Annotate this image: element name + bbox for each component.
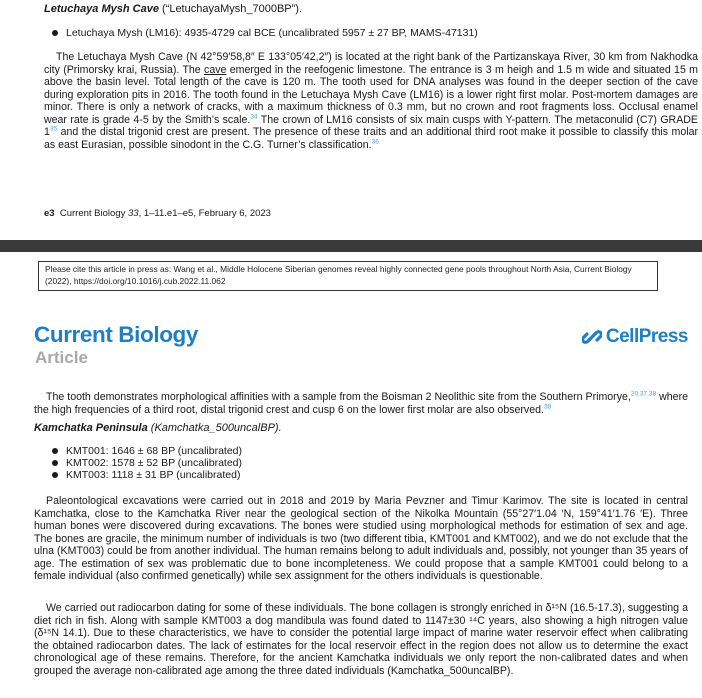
body-paragraph-letuchaya: The Letuchaya Mysh Cave (N 42°59′58,8″ E 133°05′42,2″) is located at the right bank of the Partizanskaya River, 30 km from Nakhodka city (Primorsky krai, Russia). The cave emerged in the reefogenic limestone. The entrance is 3 m heigh and 1.5 m wide and situated 15 m above the basin level. Total length of the cave is 120 m. The tooth used for DNA analyses was found in the deeper section of the cave during exploration pits in 2016. The tooth found in the Letuchaya Mysh Cave (LM16) is a lower right first molar. Post-mortem damages are minor. There is only a network of cracks, with a maximum thickness of 0.3 mm, but no crown and root fragments loss. Occlusal enamel wear rate is grade 4-5 by the Smith’s scale.$^{34}$ The crown of LM16 consists of six main cusps with Y-pattern. The metaconulid (C7) GRADE 1$^{35}$ and the distal trigonid crest are present. The presence of these traits and an additional third root make it possible to classify this molar as east Eurasian, possible sinodont in the C.G. Turner’s classification.$^{36}$: [44, 51, 698, 151]
page-footer: [44, 208, 271, 219]
bullet-dot-icon: [52, 448, 58, 454]
citation-link[interactable]: 35: [49, 125, 58, 133]
footer-rest: , 1–11.e1–e5, February 6, 2023: [138, 208, 271, 219]
footer-journal: Current Biology: [59, 208, 126, 219]
page-divider: [0, 240, 702, 252]
citation-link[interactable]: 20,37,38: [630, 390, 657, 398]
body-paragraph-excavations: Paleontological excavations were carried out in 2018 and 2019 by Maria Pevzner and Timur Karimov. The site is located in central Kamchatka, close to the Kamchatka River near the geological section of the Nikolka Mountain (55°27′1.04 ′N, 159°41′1.76 ′E). Three human bones were discovered during excavations. The bones were studied using morphological methods for estimation of sex and age. The bones are gracile, the minimum number of individuals is two (two different tibia, KMT001 and KMT002), and we do not exclude that the ulna (KMT003) could be from another individual. The human remains belong to adult individuals and, possibly, not younger than 35 years of age. The estimation of sex was problematic due to bone incompleteness. We could propose that a sample KMT001 could belong to a female individual (also confirmed genetically) while sex assignment for the others individuals is questionable.: [34, 495, 688, 583]
section-heading-kamchatka: [34, 422, 282, 434]
publisher-name: CellPress: [605, 326, 688, 347]
citation-link[interactable]: 36: [371, 138, 379, 146]
body-paragraph-radiocarbon: We carried out radiocarbon dating for some of these individuals. The bone collagen is strongly enriched in δ¹⁵N (16.5-17.3), suggesting a diet rich in fish. Along with sample KMT003 a dog mandibula was found dated to 1147±30 ¹⁴C years, also showing a high nitrogen value (δ¹⁵N 14.1). Due to these characteristics, we have to consider the potential large impact of marine water reservoir effect when calibrating the obtained radiocarbon dates. The lack of estimates for the local reservoir effect in the region does not allow us to determine the exact chronological age of these remains. Therefore, for the ancient Kamchatka individuals we only report the non-calibrated dates and when grouped the average non-calibrated age among the three dated individuals (Kamchatka_500uncalBP).: [34, 602, 688, 677]
bullet-dot-icon: [52, 472, 58, 478]
section-heading-rest: (Kamchatka_500uncalBP).: [147, 422, 282, 434]
article-type-label: Article: [35, 348, 88, 367]
section-heading-bold: Kamchatka Peninsula: [34, 422, 148, 434]
citation-link[interactable]: 34: [250, 113, 258, 121]
sample-list: [48, 27, 668, 39]
section-heading-rest: (“LetuchayaMysh_7000BP”).: [158, 3, 303, 15]
list-item: KMT002: 1578 ± 52 BP (uncalibrated): [48, 457, 668, 469]
publisher-logo[interactable]: [582, 326, 688, 348]
section-heading-letuchaya: [44, 3, 302, 15]
section-heading-bold: Letuchaya Mysh Cave: [44, 3, 159, 15]
previous-page: [0, 0, 702, 240]
body-paragraph-intro: The tooth demonstrates morphological affinities with a sample from the Boisman 2 Neolithic site from the Southern Primorye,$^{20,37,38}$ where the high frequencies of a third root, distal trigonid crest and cusp 6 on the lower first molar are also observed.$^{38}$: [34, 390, 688, 416]
bullet-dot-icon: [52, 30, 58, 36]
cellpress-logo-icon: [582, 327, 602, 347]
sample-list: [48, 445, 668, 481]
list-item: Letuchaya Mysh (LM16): 4935-4729 cal BCE (uncalibrated 5957 ± 27 BP, MAMS-47131): [48, 27, 668, 39]
citation-notice: Please cite this article in press as: Wang et al., Middle Holocene Siberian genomes reveal highly connected gene pools throughout North Asia, Current Biology (2022), https://doi.org/10.1016/j.cub.2022.11.062: [38, 261, 658, 291]
bullet-dot-icon: [52, 460, 58, 466]
list-item: KMT001: 1646 ± 68 BP (uncalibrated): [48, 445, 668, 457]
page-number: e3: [44, 208, 55, 219]
footer-volume: 33: [127, 208, 139, 219]
list-item: KMT003: 1118 ± 31 BP (uncalibrated): [48, 469, 668, 481]
journal-title: Current Biology: [34, 322, 199, 347]
current-page: [0, 252, 702, 698]
citation-link[interactable]: 38: [543, 403, 552, 411]
